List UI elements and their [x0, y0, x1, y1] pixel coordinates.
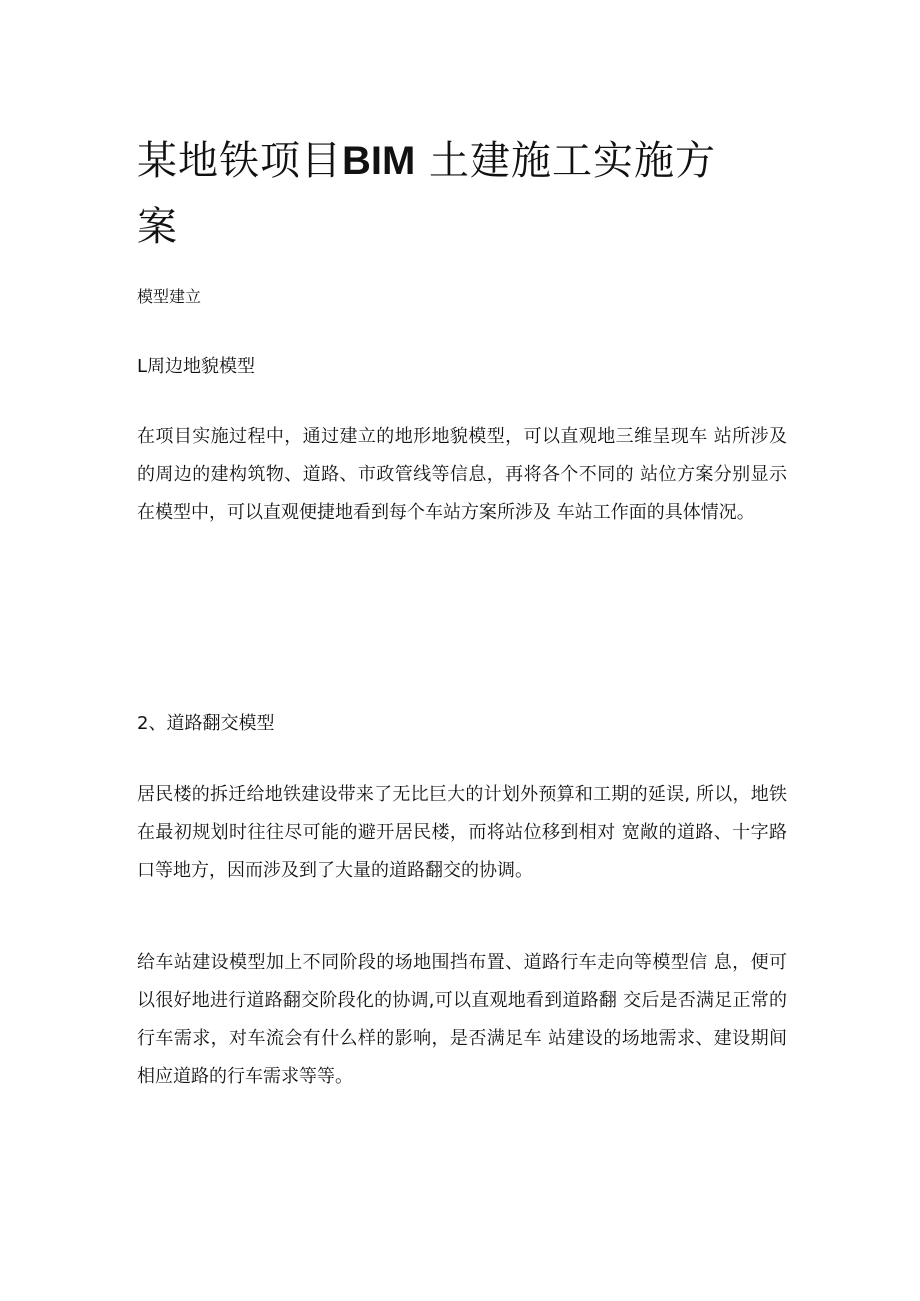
- heading-terrain-model: L周边地貌模型: [137, 356, 256, 377]
- title-prefix: 某地铁项目: [137, 138, 342, 184]
- paragraph-terrain-model: 在项目实施过程中，通过建立的地形地貌模型，可以直观地三维呈现车 站所涉及的周边的建构筑物、道路、市政管线等信息，再将各个不同的 站位方案分别显示在模型中，可以直观便捷地看到每个车站方案所涉及 车站工作面的具体情况。: [137, 426, 787, 523]
- document-title: [137, 128, 757, 260]
- title-suffix: 土建施工实施方案: [137, 138, 717, 250]
- section-label: 模型建立: [137, 287, 202, 306]
- paragraph-road-diversion: 给车站建设模型加上不同阶段的场地围挡布置、道路行车走向等模型信 息，便可以很好地进行道路翻交阶段化的协调,可以直观地看到道路翻 交后是否满足正常的行车需求，对车流会有什么样的影响，是否满足车 站建设的场地需求、建设期间相应道路的行车需求等等。: [137, 952, 787, 1087]
- title-latin: BIM: [342, 139, 416, 183]
- heading-road-diversion-model: 2、道路翻交模型: [137, 713, 275, 734]
- paragraph-relocation: 居民楼的拆迁给地铁建设带来了无比巨大的计划外预算和工期的延误, 所以，地铁在最初规划时往往尽可能的避开居民楼，而将站位移到相对 宽敞的道路、十字路口等地方，因而涉及到了大量的道路翻交的协调。: [137, 784, 787, 881]
